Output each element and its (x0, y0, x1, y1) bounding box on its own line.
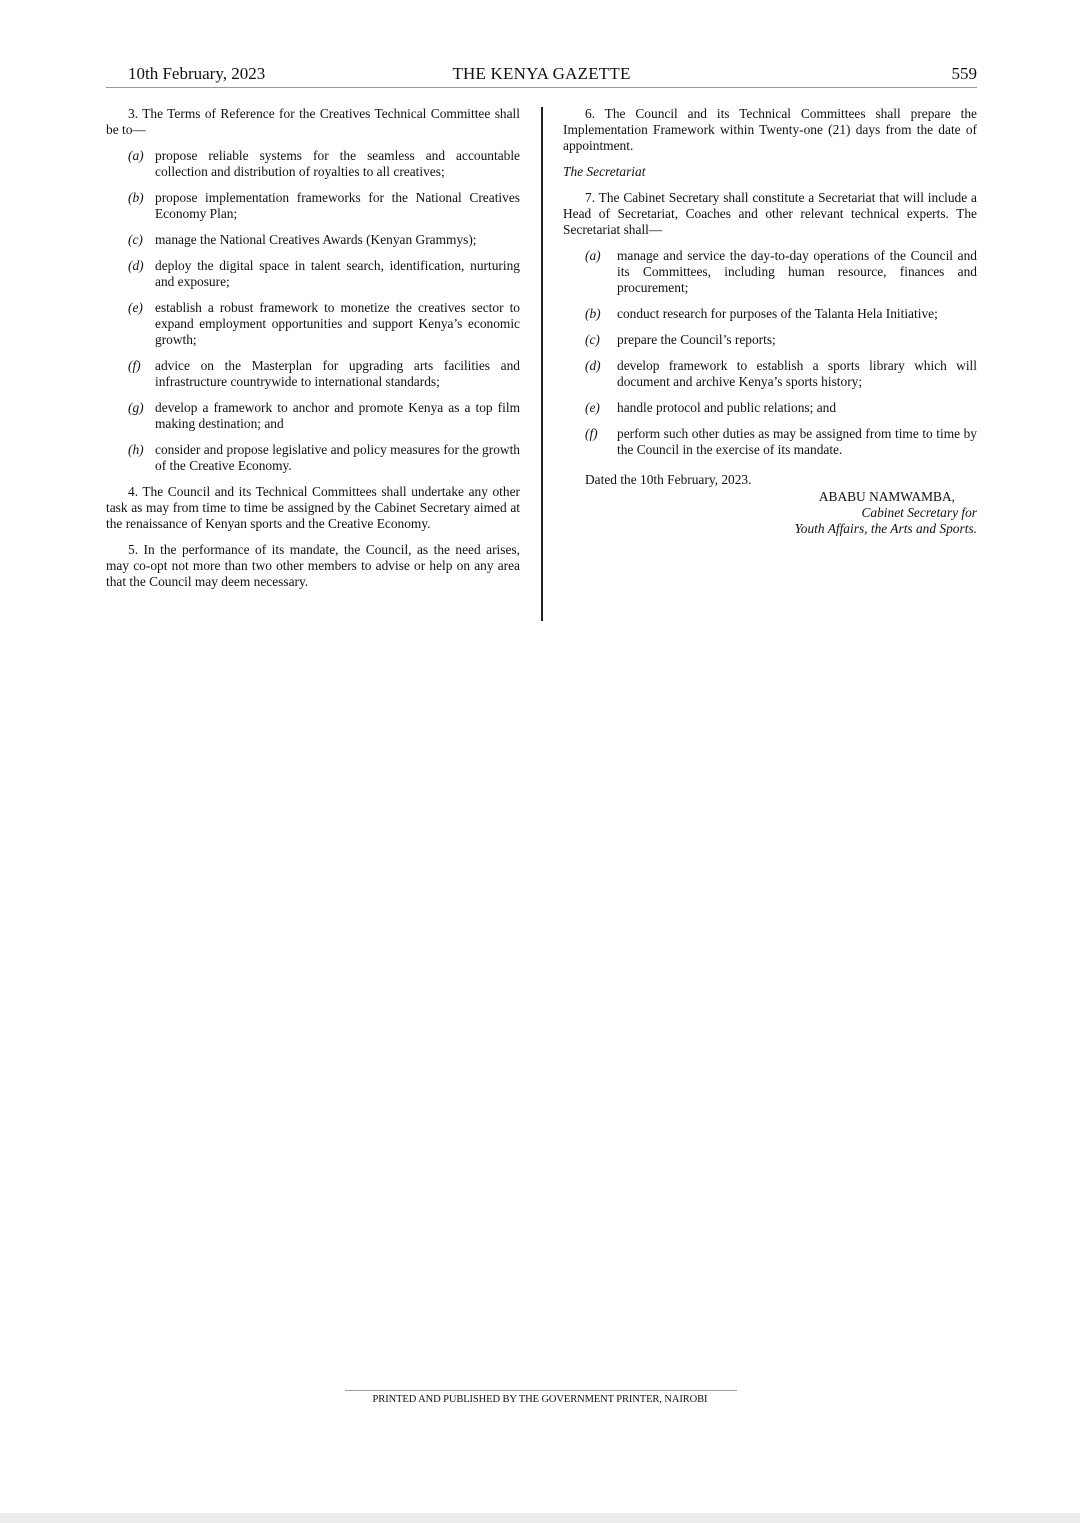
list-item (106, 358, 520, 390)
list-item (106, 232, 520, 248)
list-item (106, 442, 520, 474)
item-label: (c) (128, 232, 143, 247)
footer-rule (345, 1390, 737, 1391)
item-text: establish a robust framework to monetize the creatives sector to expand employment opportunities and support Kenya’s economic growth; (155, 300, 520, 347)
item-text: perform such other duties as may be assigned from time to time by the Council in the exercise of its mandate. (617, 426, 977, 457)
item-text: propose reliable systems for the seamless and accountable collection and distribution of royalties to all creatives; (155, 148, 520, 179)
signature-block (563, 489, 977, 537)
item-text: prepare the Council’s reports; (617, 332, 776, 347)
item-label: (e) (128, 300, 143, 315)
signatory-title-line-2: Youth Affairs, the Arts and Sports. (794, 521, 977, 536)
para-3-intro: 3. The Terms of Reference for the Creatives Technical Committee shall be to— (106, 106, 520, 137)
list-item (563, 358, 977, 390)
item-text: advice on the Masterplan for upgrading arts facilities and infrastructure countrywide to international standards; (155, 358, 520, 389)
item-text: propose implementation frameworks for the National Creatives Economy Plan; (155, 190, 520, 221)
item-label: (a) (585, 248, 601, 263)
para-7-intro: 7. The Cabinet Secretary shall constitute a Secretariat that will include a Head of Secretariat, Coaches and other relevant technical experts. The Secretariat shall— (563, 190, 977, 237)
section-heading-secretariat: The Secretariat (563, 164, 646, 179)
header-date: 10th February, 2023 (128, 64, 266, 83)
header-rule (106, 87, 977, 88)
item-text: manage and service the day-to-day operations of the Council and its Committees, including human resource, finances and procurement; (617, 248, 977, 295)
list-item (563, 400, 977, 416)
list-item (106, 300, 520, 348)
signatory-title-line-1: Cabinet Secretary for (861, 505, 977, 520)
list-item (563, 306, 977, 322)
list-item (563, 426, 977, 458)
viewer-bottom-edge (0, 1513, 1080, 1523)
para-4: 4. The Council and its Technical Committees shall undertake any other task as may from time to time be assigned by the Cabinet Secretary aimed at the renaissance of Kenyan sports and the Creative Economy. (106, 484, 520, 531)
item-label: (b) (128, 190, 144, 205)
para-6: 6. The Council and its Technical Committees shall prepare the Implementation Framework within Twenty-one (21) days from the date of appointment. (563, 106, 977, 153)
item-label: (c) (585, 332, 600, 347)
item-label: (a) (128, 148, 144, 163)
item-label: (e) (585, 400, 600, 415)
item-text: develop a framework to anchor and promote Kenya as a top film making destination; and (155, 400, 520, 431)
list-item (106, 148, 520, 180)
item-text: develop framework to establish a sports library which will document and archive Kenya’s sports history; (617, 358, 977, 389)
header-title: THE KENYA GAZETTE (452, 64, 631, 83)
header-page-number: 559 (951, 64, 977, 83)
list-item (106, 400, 520, 432)
item-text: manage the National Creatives Awards (Kenyan Grammys); (155, 232, 477, 247)
para-5: 5. In the performance of its mandate, the Council, as the need arises, may co-opt not more than two other members to advise or help on any area that the Council may deem necessary. (106, 542, 520, 589)
item-label: (b) (585, 306, 601, 321)
list-item (106, 258, 520, 290)
item-label: (f) (128, 358, 141, 373)
item-text: handle protocol and public relations; and (617, 400, 837, 415)
list-item (563, 332, 977, 348)
item-label: (g) (128, 400, 144, 415)
item-label: (d) (128, 258, 144, 273)
item-label: (h) (128, 442, 144, 457)
item-text: consider and propose legislative and policy measures for the growth of the Creative Economy. (155, 442, 520, 473)
list-item (563, 248, 977, 296)
item-label: (f) (585, 426, 598, 441)
item-label: (d) (585, 358, 601, 373)
dated-line: Dated the 10th February, 2023. (585, 472, 752, 487)
column-divider (541, 107, 543, 621)
printer-footer: PRINTED AND PUBLISHED BY THE GOVERNMENT PRINTER, NAIROBI (372, 1394, 708, 1405)
list-item (106, 190, 520, 222)
page-header (106, 64, 977, 86)
item-text: deploy the digital space in talent search, identification, nurturing and exposure; (155, 258, 520, 289)
item-text: conduct research for purposes of the Talanta Hela Initiative; (617, 306, 938, 321)
signatory-name: ABABU NAMWAMBA, (818, 489, 955, 504)
left-column (106, 106, 520, 600)
right-column (563, 106, 977, 537)
